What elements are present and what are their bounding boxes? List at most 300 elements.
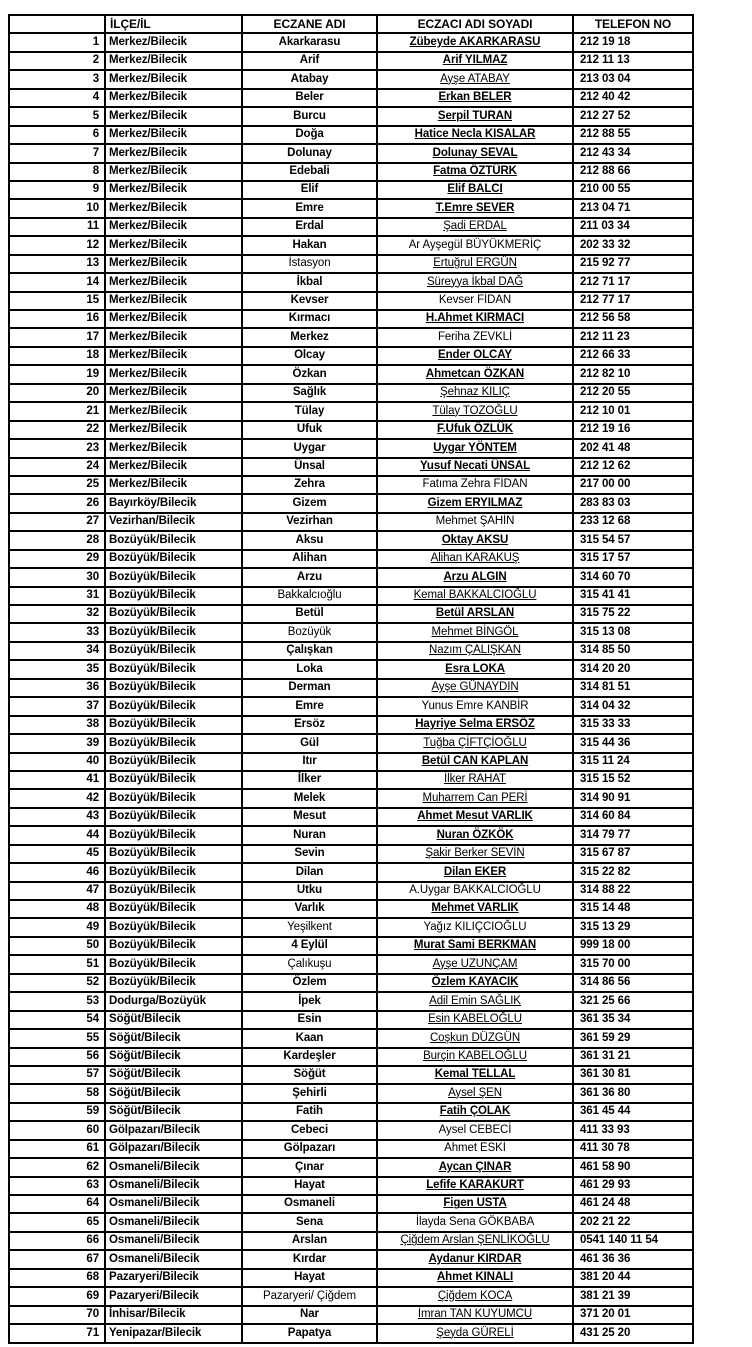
row-number: 59 bbox=[9, 1103, 105, 1121]
row-number: 42 bbox=[9, 789, 105, 807]
pharmacy-cell: Derman bbox=[242, 679, 377, 697]
pharmacist-cell: Feriha ZEVKLİ bbox=[377, 328, 573, 346]
phone-cell: 361 36 80 bbox=[573, 1084, 693, 1102]
pharmacist-cell: Mehmet BİNGÖL bbox=[377, 623, 573, 641]
row-number: 41 bbox=[9, 771, 105, 789]
phone-cell: 314 86 56 bbox=[573, 974, 693, 992]
pharmacist-cell: Ahmet KINALI bbox=[377, 1269, 573, 1287]
pharmacist-cell: Hatice Necla KISALAR bbox=[377, 126, 573, 144]
pharmacy-cell: Pazaryeri/ Çiğdem bbox=[242, 1287, 377, 1305]
row-number: 65 bbox=[9, 1213, 105, 1231]
pharmacist-cell: Aycan ÇINAR bbox=[377, 1158, 573, 1176]
pharmacist-cell: Muharrem Can PERİ bbox=[377, 789, 573, 807]
pharmacist-cell: Mehmet VARLIK bbox=[377, 900, 573, 918]
district-cell: Yenipazar/Bilecik bbox=[105, 1324, 242, 1342]
row-number: 47 bbox=[9, 882, 105, 900]
phone-cell: 212 40 42 bbox=[573, 89, 693, 107]
table-row bbox=[9, 771, 693, 789]
pharmacy-cell: Gül bbox=[242, 734, 377, 752]
district-cell: Osmaneli/Bilecik bbox=[105, 1195, 242, 1213]
table-row bbox=[9, 458, 693, 476]
district-cell: Bozüyük/Bilecik bbox=[105, 697, 242, 715]
pharmacy-cell: Ufuk bbox=[242, 421, 377, 439]
phone-cell: 314 90 91 bbox=[573, 789, 693, 807]
row-number: 23 bbox=[9, 439, 105, 457]
header-pharmacy-name: ECZANE ADI bbox=[242, 15, 377, 33]
pharmacist-cell: Esin KABELOĞLU bbox=[377, 1011, 573, 1029]
phone-cell: 314 60 70 bbox=[573, 568, 693, 586]
table-row bbox=[9, 531, 693, 549]
row-number: 70 bbox=[9, 1306, 105, 1324]
row-number: 13 bbox=[9, 255, 105, 273]
pharmacist-cell: Kemal BAKKALCIOĞLU bbox=[377, 587, 573, 605]
pharmacy-cell: Yeşilkent bbox=[242, 918, 377, 936]
phone-cell: 212 11 23 bbox=[573, 328, 693, 346]
district-cell: Merkez/Bilecik bbox=[105, 439, 242, 457]
row-number: 60 bbox=[9, 1121, 105, 1139]
row-number: 1 bbox=[9, 33, 105, 51]
phone-cell: 315 14 48 bbox=[573, 900, 693, 918]
district-cell: Söğüt/Bilecik bbox=[105, 1103, 242, 1121]
district-cell: Merkez/Bilecik bbox=[105, 347, 242, 365]
pharmacy-cell: Kevser bbox=[242, 292, 377, 310]
phone-cell: 210 00 55 bbox=[573, 181, 693, 199]
pharmacist-cell: Oktay AKSU bbox=[377, 531, 573, 549]
pharmacist-cell: Figen USTA bbox=[377, 1195, 573, 1213]
table-row bbox=[9, 605, 693, 623]
pharmacist-cell: Tuğba ÇİFTÇİOĞLU bbox=[377, 734, 573, 752]
pharmacy-cell: Özlem bbox=[242, 974, 377, 992]
row-number: 66 bbox=[9, 1232, 105, 1250]
pharmacist-cell: İlayda Sena GÖKBABA bbox=[377, 1213, 573, 1231]
pharmacist-cell: Çiğdem Arslan ŞENLİKOĞLU bbox=[377, 1232, 573, 1250]
pharmacy-cell: İstasyon bbox=[242, 255, 377, 273]
pharmacy-cell: Burcu bbox=[242, 107, 377, 125]
phone-cell: 0541 140 11 54 bbox=[573, 1232, 693, 1250]
phone-cell: 315 75 22 bbox=[573, 605, 693, 623]
pharmacist-cell: Ayşe GÜNAYDIN bbox=[377, 679, 573, 697]
phone-cell: 461 58 90 bbox=[573, 1158, 693, 1176]
table-row bbox=[9, 384, 693, 402]
pharmacist-cell: Uygar YÖNTEM bbox=[377, 439, 573, 457]
table-row bbox=[9, 1306, 693, 1324]
table-row bbox=[9, 494, 693, 512]
pharmacy-cell: Emre bbox=[242, 199, 377, 217]
table-row bbox=[9, 918, 693, 936]
phone-cell: 211 03 34 bbox=[573, 218, 693, 236]
row-number: 44 bbox=[9, 826, 105, 844]
table-row bbox=[9, 70, 693, 88]
pharmacist-cell: Betül CAN KAPLAN bbox=[377, 753, 573, 771]
pharmacist-cell: T.Emre SEVER bbox=[377, 199, 573, 217]
phone-cell: 212 88 66 bbox=[573, 163, 693, 181]
row-number: 12 bbox=[9, 236, 105, 254]
phone-cell: 212 19 16 bbox=[573, 421, 693, 439]
phone-cell: 315 33 33 bbox=[573, 716, 693, 734]
table-row bbox=[9, 1269, 693, 1287]
district-cell: Bozüyük/Bilecik bbox=[105, 863, 242, 881]
phone-cell: 213 03 04 bbox=[573, 70, 693, 88]
header-phone-number: TELEFON NO bbox=[573, 15, 693, 33]
pharmacist-cell: Aydanur KIRDAR bbox=[377, 1250, 573, 1268]
district-cell: Bozüyük/Bilecik bbox=[105, 679, 242, 697]
row-number: 38 bbox=[9, 716, 105, 734]
phone-cell: 361 35 34 bbox=[573, 1011, 693, 1029]
row-number: 16 bbox=[9, 310, 105, 328]
row-number: 32 bbox=[9, 605, 105, 623]
pharmacy-cell: Ünsal bbox=[242, 458, 377, 476]
table-row bbox=[9, 642, 693, 660]
table-row bbox=[9, 623, 693, 641]
district-cell: Söğüt/Bilecik bbox=[105, 1048, 242, 1066]
table-row bbox=[9, 476, 693, 494]
phone-cell: 314 88 22 bbox=[573, 882, 693, 900]
district-cell: Bozüyük/Bilecik bbox=[105, 974, 242, 992]
pharmacist-cell: Adil Emin SAĞLIK bbox=[377, 992, 573, 1010]
phone-cell: 371 20 01 bbox=[573, 1306, 693, 1324]
table-row bbox=[9, 1084, 693, 1102]
pharmacy-cell: Sağlık bbox=[242, 384, 377, 402]
row-number: 35 bbox=[9, 660, 105, 678]
district-cell: Merkez/Bilecik bbox=[105, 33, 242, 51]
pharmacist-cell: Süreyya İkbal DAĞ bbox=[377, 273, 573, 291]
pharmacy-cell: Itır bbox=[242, 753, 377, 771]
table-row bbox=[9, 199, 693, 217]
row-number: 67 bbox=[9, 1250, 105, 1268]
district-cell: Merkez/Bilecik bbox=[105, 384, 242, 402]
phone-cell: 315 15 52 bbox=[573, 771, 693, 789]
district-cell: Osmaneli/Bilecik bbox=[105, 1177, 242, 1195]
district-cell: Bozüyük/Bilecik bbox=[105, 716, 242, 734]
pharmacy-cell: Nar bbox=[242, 1306, 377, 1324]
district-cell: Merkez/Bilecik bbox=[105, 255, 242, 273]
pharmacist-cell: Gizem ERYILMAZ bbox=[377, 494, 573, 512]
pharmacy-cell: Merkez bbox=[242, 328, 377, 346]
pharmacy-cell: Özkan bbox=[242, 365, 377, 383]
table-row bbox=[9, 808, 693, 826]
pharmacy-cell: Gizem bbox=[242, 494, 377, 512]
row-number: 39 bbox=[9, 734, 105, 752]
pharmacist-cell: İmran TAN KUYUMCU bbox=[377, 1306, 573, 1324]
row-number: 33 bbox=[9, 623, 105, 641]
row-number: 46 bbox=[9, 863, 105, 881]
district-cell: Bozüyük/Bilecik bbox=[105, 808, 242, 826]
phone-cell: 217 00 00 bbox=[573, 476, 693, 494]
table-row bbox=[9, 347, 693, 365]
district-cell: Bozüyük/Bilecik bbox=[105, 918, 242, 936]
row-number: 2 bbox=[9, 52, 105, 70]
pharmacist-cell: Yağız KILIÇCIOĞLU bbox=[377, 918, 573, 936]
phone-cell: 314 81 51 bbox=[573, 679, 693, 697]
table-row bbox=[9, 1029, 693, 1047]
pharmacist-cell: Nazım ÇALIŞKAN bbox=[377, 642, 573, 660]
pharmacy-cell: Kırmacı bbox=[242, 310, 377, 328]
district-cell: Söğüt/Bilecik bbox=[105, 1011, 242, 1029]
table-row bbox=[9, 255, 693, 273]
district-cell: Bozüyük/Bilecik bbox=[105, 568, 242, 586]
phone-cell: 999 18 00 bbox=[573, 937, 693, 955]
table-row bbox=[9, 753, 693, 771]
phone-cell: 212 77 17 bbox=[573, 292, 693, 310]
phone-cell: 361 31 21 bbox=[573, 1048, 693, 1066]
district-cell: Osmaneli/Bilecik bbox=[105, 1232, 242, 1250]
district-cell: Merkez/Bilecik bbox=[105, 107, 242, 125]
table-row bbox=[9, 937, 693, 955]
table-row bbox=[9, 660, 693, 678]
district-cell: Osmaneli/Bilecik bbox=[105, 1250, 242, 1268]
district-cell: Merkez/Bilecik bbox=[105, 126, 242, 144]
table-row bbox=[9, 845, 693, 863]
district-cell: Söğüt/Bilecik bbox=[105, 1029, 242, 1047]
row-number: 9 bbox=[9, 181, 105, 199]
row-number: 56 bbox=[9, 1048, 105, 1066]
table-row bbox=[9, 439, 693, 457]
pharmacist-cell: Fatıma Zehra FİDAN bbox=[377, 476, 573, 494]
pharmacist-cell: Yusuf Necati ÜNSAL bbox=[377, 458, 573, 476]
pharmacy-cell: Bozüyük bbox=[242, 623, 377, 641]
pharmacist-cell: Aysel CEBECİ bbox=[377, 1121, 573, 1139]
pharmacy-cell: Mesut bbox=[242, 808, 377, 826]
phone-cell: 212 19 18 bbox=[573, 33, 693, 51]
header-empty bbox=[9, 15, 105, 33]
row-number: 57 bbox=[9, 1066, 105, 1084]
pharmacist-cell: Ayşe ATABAY bbox=[377, 70, 573, 88]
pharmacist-cell: Ayşe UZUNÇAM bbox=[377, 955, 573, 973]
row-number: 3 bbox=[9, 70, 105, 88]
district-cell: Osmaneli/Bilecik bbox=[105, 1213, 242, 1231]
phone-cell: 212 71 17 bbox=[573, 273, 693, 291]
pharmacist-cell: Esra LOKA bbox=[377, 660, 573, 678]
district-cell: Merkez/Bilecik bbox=[105, 218, 242, 236]
pharmacist-cell: Şehnaz KILIÇ bbox=[377, 384, 573, 402]
district-cell: Bozüyük/Bilecik bbox=[105, 531, 242, 549]
phone-cell: 215 92 77 bbox=[573, 255, 693, 273]
pharmacy-cell: 4 Eylül bbox=[242, 937, 377, 955]
header-district: İLÇE/İL bbox=[105, 15, 242, 33]
row-number: 52 bbox=[9, 974, 105, 992]
table-row bbox=[9, 550, 693, 568]
row-number: 58 bbox=[9, 1084, 105, 1102]
pharmacy-cell: Bakkalcıoğlu bbox=[242, 587, 377, 605]
district-cell: Bozüyük/Bilecik bbox=[105, 605, 242, 623]
district-cell: Merkez/Bilecik bbox=[105, 163, 242, 181]
pharmacy-cell: Kardeşler bbox=[242, 1048, 377, 1066]
pharmacist-cell: Dolunay SEVAL bbox=[377, 144, 573, 162]
table-row bbox=[9, 144, 693, 162]
pharmacy-cell: Elif bbox=[242, 181, 377, 199]
table-row bbox=[9, 882, 693, 900]
pharmacy-cell: Vezirhan bbox=[242, 513, 377, 531]
pharmacy-cell: Utku bbox=[242, 882, 377, 900]
pharmacist-cell: Aysel ŞEN bbox=[377, 1084, 573, 1102]
table-row bbox=[9, 1287, 693, 1305]
table-row bbox=[9, 1195, 693, 1213]
pharmacy-cell: Erdal bbox=[242, 218, 377, 236]
district-cell: Bayırköy/Bilecik bbox=[105, 494, 242, 512]
table-row bbox=[9, 33, 693, 51]
table-row bbox=[9, 89, 693, 107]
pharmacist-cell: Şadi ERDAL bbox=[377, 218, 573, 236]
table-row bbox=[9, 992, 693, 1010]
phone-cell: 315 13 08 bbox=[573, 623, 693, 641]
phone-cell: 212 88 55 bbox=[573, 126, 693, 144]
pharmacy-cell: Kaan bbox=[242, 1029, 377, 1047]
phone-cell: 315 41 41 bbox=[573, 587, 693, 605]
phone-cell: 213 04 71 bbox=[573, 199, 693, 217]
district-cell: Merkez/Bilecik bbox=[105, 328, 242, 346]
district-cell: Merkez/Bilecik bbox=[105, 421, 242, 439]
table-row bbox=[9, 1011, 693, 1029]
pharmacy-cell: Aksu bbox=[242, 531, 377, 549]
district-cell: Pazaryeri/Bilecik bbox=[105, 1269, 242, 1287]
pharmacy-cell: Loka bbox=[242, 660, 377, 678]
row-number: 15 bbox=[9, 292, 105, 310]
district-cell: Merkez/Bilecik bbox=[105, 273, 242, 291]
pharmacist-cell: Zübeyde AKARKARASU bbox=[377, 33, 573, 51]
pharmacy-cell: Gölpazarı bbox=[242, 1140, 377, 1158]
table-row bbox=[9, 218, 693, 236]
table-row bbox=[9, 863, 693, 881]
row-number: 68 bbox=[9, 1269, 105, 1287]
district-cell: Gölpazarı/Bilecik bbox=[105, 1121, 242, 1139]
phone-cell: 315 17 57 bbox=[573, 550, 693, 568]
pharmacist-cell: Arif YILMAZ bbox=[377, 52, 573, 70]
phone-cell: 315 67 87 bbox=[573, 845, 693, 863]
district-cell: Söğüt/Bilecik bbox=[105, 1066, 242, 1084]
row-number: 53 bbox=[9, 992, 105, 1010]
phone-cell: 381 21 39 bbox=[573, 1287, 693, 1305]
pharmacy-cell: Melek bbox=[242, 789, 377, 807]
pharmacy-cell: İkbal bbox=[242, 273, 377, 291]
pharmacist-cell: Coşkun DÜZGÜN bbox=[377, 1029, 573, 1047]
pharmacy-cell: Ersöz bbox=[242, 716, 377, 734]
pharmacy-cell: Emre bbox=[242, 697, 377, 715]
pharmacy-cell: Söğüt bbox=[242, 1066, 377, 1084]
pharmacy-cell: Arslan bbox=[242, 1232, 377, 1250]
pharmacy-cell: Hakan bbox=[242, 236, 377, 254]
district-cell: Bozüyük/Bilecik bbox=[105, 882, 242, 900]
district-cell: Bozüyük/Bilecik bbox=[105, 660, 242, 678]
row-number: 62 bbox=[9, 1158, 105, 1176]
row-number: 19 bbox=[9, 365, 105, 383]
table-row bbox=[9, 273, 693, 291]
table-row bbox=[9, 1048, 693, 1066]
district-cell: Osmaneli/Bilecik bbox=[105, 1158, 242, 1176]
district-cell: Merkez/Bilecik bbox=[105, 144, 242, 162]
row-number: 6 bbox=[9, 126, 105, 144]
pharmacy-cell: Arzu bbox=[242, 568, 377, 586]
pharmacist-cell: Elif BALCI bbox=[377, 181, 573, 199]
pharmacist-cell: F.Ufuk ÖZLÜK bbox=[377, 421, 573, 439]
pharmacist-cell: Burçin KABELOĞLU bbox=[377, 1048, 573, 1066]
pharmacist-cell: Ahmet Mesut VARLIK bbox=[377, 808, 573, 826]
pharmacy-cell: Dolunay bbox=[242, 144, 377, 162]
row-number: 18 bbox=[9, 347, 105, 365]
pharmacist-cell: Fatma ÖZTÜRK bbox=[377, 163, 573, 181]
pharmacist-cell: İlker RAHAT bbox=[377, 771, 573, 789]
row-number: 37 bbox=[9, 697, 105, 715]
pharmacy-cell: Tülay bbox=[242, 402, 377, 420]
phone-cell: 461 36 36 bbox=[573, 1250, 693, 1268]
pharmacist-cell: Şeyda GÜRELİ bbox=[377, 1324, 573, 1342]
district-cell: Gölpazarı/Bilecik bbox=[105, 1140, 242, 1158]
pharmacy-cell: Esin bbox=[242, 1011, 377, 1029]
district-cell: Merkez/Bilecik bbox=[105, 402, 242, 420]
district-cell: Bozüyük/Bilecik bbox=[105, 734, 242, 752]
table-row bbox=[9, 236, 693, 254]
row-number: 27 bbox=[9, 513, 105, 531]
pharmacist-cell: Ender OLCAY bbox=[377, 347, 573, 365]
table-row bbox=[9, 1103, 693, 1121]
row-number: 45 bbox=[9, 845, 105, 863]
row-number: 10 bbox=[9, 199, 105, 217]
pharmacist-cell: Fatih ÇOLAK bbox=[377, 1103, 573, 1121]
row-number: 24 bbox=[9, 458, 105, 476]
pharmacist-cell: Alihan KARAKUŞ bbox=[377, 550, 573, 568]
row-number: 14 bbox=[9, 273, 105, 291]
row-number: 64 bbox=[9, 1195, 105, 1213]
row-number: 29 bbox=[9, 550, 105, 568]
district-cell: Bozüyük/Bilecik bbox=[105, 771, 242, 789]
phone-cell: 212 66 33 bbox=[573, 347, 693, 365]
row-number: 11 bbox=[9, 218, 105, 236]
district-cell: İnhisar/Bilecik bbox=[105, 1306, 242, 1324]
district-cell: Bozüyük/Bilecik bbox=[105, 900, 242, 918]
pharmacy-cell: Nuran bbox=[242, 826, 377, 844]
pharmacist-cell: Arzu ALGIN bbox=[377, 568, 573, 586]
table-row bbox=[9, 1213, 693, 1231]
phone-cell: 212 27 52 bbox=[573, 107, 693, 125]
district-cell: Bozüyük/Bilecik bbox=[105, 587, 242, 605]
pharmacist-cell: Şakir Berker SEVİN bbox=[377, 845, 573, 863]
pharmacist-cell: Erkan BELER bbox=[377, 89, 573, 107]
table-row bbox=[9, 1158, 693, 1176]
pharmacy-cell: Akarkarasu bbox=[242, 33, 377, 51]
pharmacy-cell: Doğa bbox=[242, 126, 377, 144]
pharmacy-cell: Atabay bbox=[242, 70, 377, 88]
pharmacy-cell: Arif bbox=[242, 52, 377, 70]
phone-cell: 381 20 44 bbox=[573, 1269, 693, 1287]
row-number: 54 bbox=[9, 1011, 105, 1029]
row-number: 69 bbox=[9, 1287, 105, 1305]
table-row bbox=[9, 1324, 693, 1342]
phone-cell: 315 13 29 bbox=[573, 918, 693, 936]
district-cell: Merkez/Bilecik bbox=[105, 365, 242, 383]
district-cell: Bozüyük/Bilecik bbox=[105, 642, 242, 660]
pharmacy-cell: Cebeci bbox=[242, 1121, 377, 1139]
row-number: 61 bbox=[9, 1140, 105, 1158]
pharmacy-cell: Osmaneli bbox=[242, 1195, 377, 1213]
pharmacy-cell: Zehra bbox=[242, 476, 377, 494]
district-cell: Merkez/Bilecik bbox=[105, 458, 242, 476]
district-cell: Pazaryeri/Bilecik bbox=[105, 1287, 242, 1305]
district-cell: Merkez/Bilecik bbox=[105, 199, 242, 217]
pharmacist-cell: Çiğdem KOCA bbox=[377, 1287, 573, 1305]
district-cell: Vezirhan/Bilecik bbox=[105, 513, 242, 531]
district-cell: Merkez/Bilecik bbox=[105, 292, 242, 310]
row-number: 51 bbox=[9, 955, 105, 973]
district-cell: Merkez/Bilecik bbox=[105, 52, 242, 70]
phone-cell: 361 45 44 bbox=[573, 1103, 693, 1121]
table-row bbox=[9, 734, 693, 752]
pharmacist-cell: Ar Ayşegül BÜYÜKMERİÇ bbox=[377, 236, 573, 254]
table-row bbox=[9, 1066, 693, 1084]
header-row bbox=[9, 15, 693, 33]
pharmacist-cell: Ertuğrul ERGÜN bbox=[377, 255, 573, 273]
phone-cell: 315 70 00 bbox=[573, 955, 693, 973]
pharmacy-cell: Çınar bbox=[242, 1158, 377, 1176]
phone-cell: 315 54 57 bbox=[573, 531, 693, 549]
